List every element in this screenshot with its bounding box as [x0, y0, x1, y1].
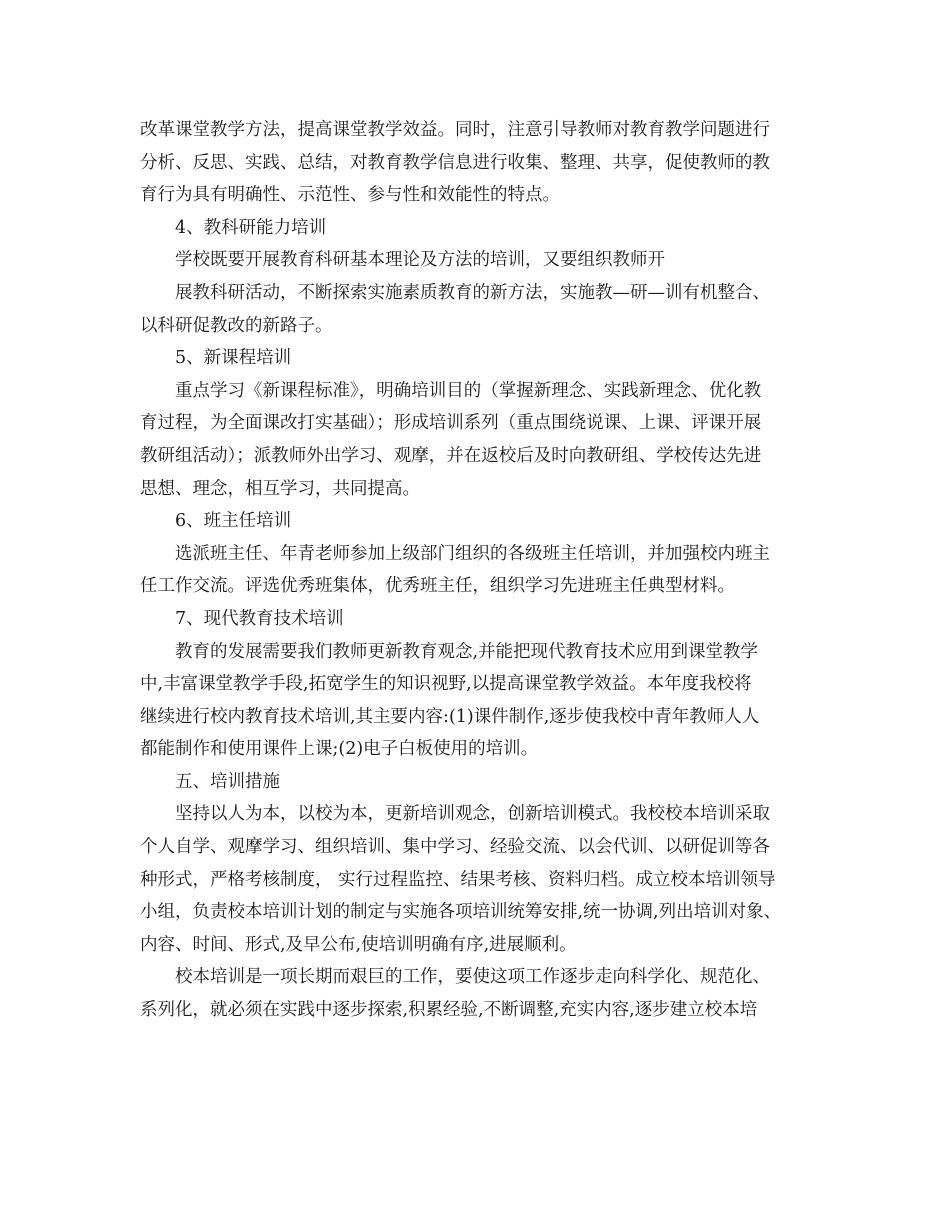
text-line: 教研组活动）；派教师外出学习、观摩，并在返校后及时向教研组、学校传达先进 — [140, 445, 762, 466]
text-line: 系列化，就必须在实践中逐步探索,积累经验,不断调整,充实内容,逐步建立校本培 — [140, 1000, 758, 1021]
text-line: 选派班主任、年青老师参加上级部门组织的各级班主任培训，并加强校内班主 — [175, 543, 770, 564]
text-line: 6、班主任培训 — [175, 511, 292, 532]
text-line: 坚持以人为本，以校为本，更新培训观念，创新培训模式。我校校本培训采取 — [175, 804, 770, 825]
text-line: 个人自学、观摩学习、组织培训、集中学习、经验交流、以会代训、以研促训等各 — [140, 837, 770, 858]
text-line: 思想、理念，相互学习，共同提高。 — [140, 478, 420, 499]
text-line: 校本培训是一项长期而艰巨的工作，要使这项工作逐步走向科学化、规范化、 — [175, 967, 770, 988]
text-line: 教育的发展需要我们教师更新教育观念,并能把现代教育技术应用到课堂教学 — [175, 641, 759, 662]
text-line: 育过程，为全面课改打实基础）；形成培训系列（重点围绕说课、上课、评课开展 — [140, 413, 762, 434]
text-line: 重点学习《新课程标准》，明确培训目的（掌握新理念、实践新理念、优化教 — [175, 380, 762, 401]
text-line: 五、培训措施 — [175, 771, 280, 792]
text-line: 展教科研活动，不断探索实施素质教育的新方法，实施教—研—训有机整合、 — [175, 282, 770, 303]
text-line: 育行为具有明确性、示范性、参与性和效能性的特点。 — [140, 185, 560, 206]
text-line: 小组，负责校本培训计划的制定与实施各项培训统筹安排,统一协调,列出培训对象、 — [140, 902, 782, 923]
text-line: 种形式，严格考核制度， 实行过程监控、结果考核、资料归档。成立校本培训领导 — [140, 869, 776, 890]
text-line: 改革课堂教学方法，提高课堂教学效益。同时，注意引导教师对教育教学问题进行 — [140, 120, 770, 140]
text-line: 继续进行校内教育技术培训,其主要内容:(1)课件制作,逐步使我校中青年教师人人 — [140, 706, 760, 727]
text-line: 7、现代教育技术培训 — [175, 608, 344, 629]
text-line: 5、新课程培训 — [175, 348, 292, 369]
text-line: 中,丰富课堂教学手段,拓宽学生的知识视野,以提高课堂教学效益。本年度我校将 — [140, 674, 752, 695]
text-line: 学校既要开展教育科研基本理论及方法的培训，又要组织教师开 — [175, 250, 665, 271]
text-line: 以科研促教改的新路子。 — [140, 315, 333, 336]
text-line: 任工作交流。评选优秀班集体，优秀班主任，组织学习先进班主任典型材料。 — [140, 576, 735, 597]
text-line: 都能制作和使用课件上课;(2)电子白板使用的培训。 — [140, 739, 539, 760]
text-line: 分析、反思、实践、总结，对教育教学信息进行收集、整理、共享，促使教师的教 — [140, 152, 770, 173]
text-line: 内容、时间、形式,及早公布,使培训明确有序,进展顺利。 — [140, 934, 577, 955]
text-line: 4、教科研能力培训 — [175, 217, 327, 238]
document-body — [140, 114, 820, 1027]
